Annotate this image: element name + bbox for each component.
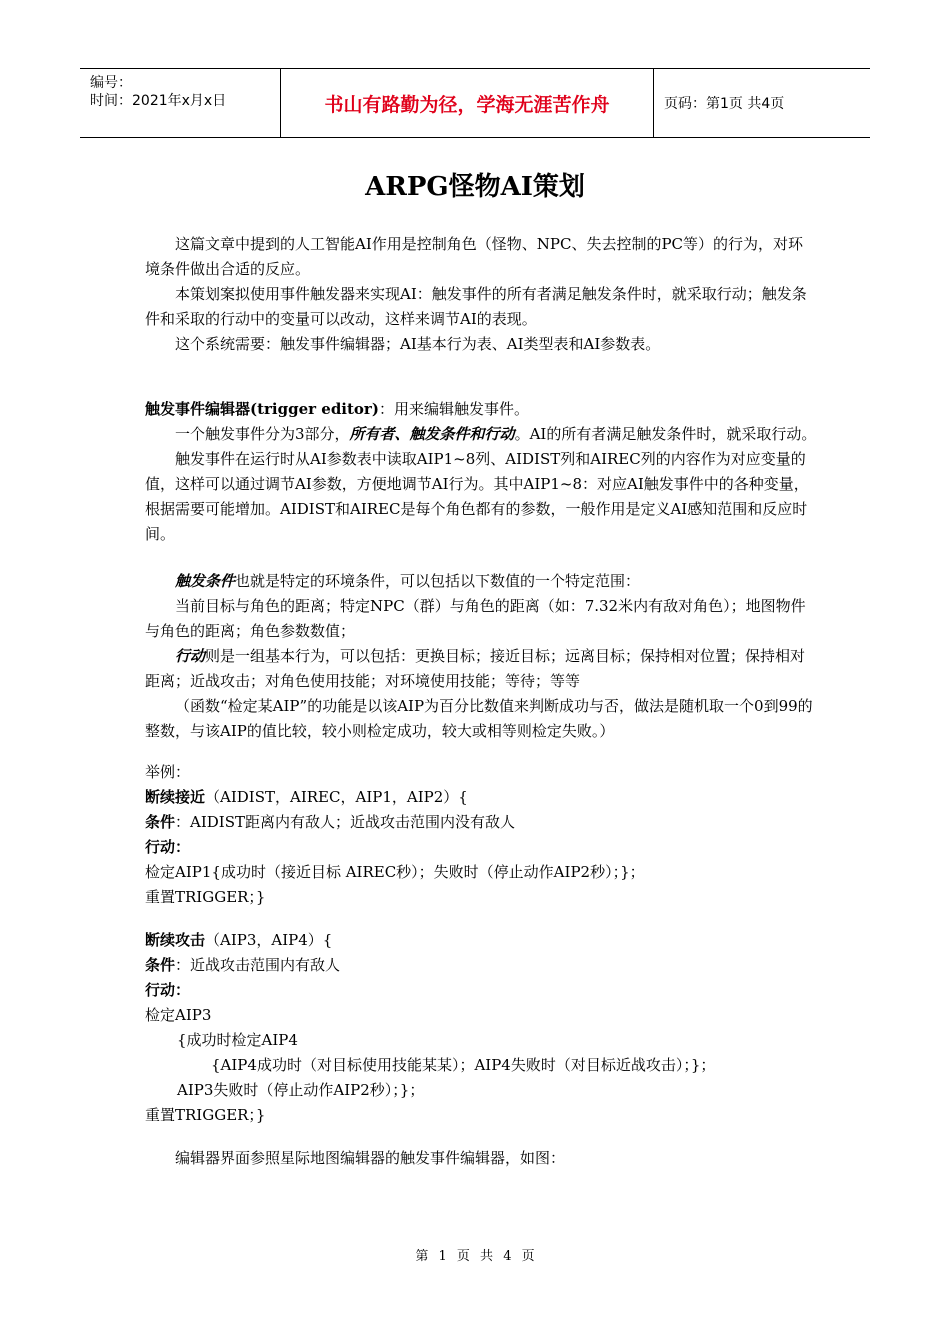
example1-name: 断续接近: [145, 788, 206, 806]
closing-paragraph: 编辑器界面参照星际地图编辑器的触发事件编辑器，如图：: [175, 1149, 566, 1167]
conditions-emphasis: 触发条件: [175, 572, 236, 590]
intro-paragraph: 这篇文章中提到的人工智能AI作用是控制角色（怪物、NPC、失去控制的PC等）的行为，对环境条件做出合适的反应。: [145, 235, 804, 278]
editor-paragraph-1: [145, 422, 817, 447]
intro-paragraph: 本策划案拟使用事件触发器来实现AI：触发事件的所有者满足触发条件时，就采取行动；触发条件和采取的行动中的变量可以改动，这样来调节AI的表现。: [145, 285, 807, 328]
conditions-list: 当前目标与角色的距离；特定NPC（群）与角色的距离（如：7.32米内有敌对角色）；地图物件与角色的距离；角色参数数值；: [145, 597, 806, 640]
example1-line: 检定AIP1{成功时（接近目标 AIREC秒）；失败时（停止动作AIP2秒）；}；: [145, 863, 645, 881]
example2-name: 断续攻击: [145, 931, 206, 949]
action-label: 行动: [145, 838, 176, 856]
actions-emphasis: 行动: [175, 647, 206, 665]
intro-paragraph: 这个系统需要：触发事件编辑器；AI基本行为表、AI类型表和AI参数表。: [175, 335, 661, 353]
example2-line: {成功时检定AIP4: [177, 1031, 298, 1049]
editor-heading-rest: ：用来编辑触发事件。: [378, 400, 529, 418]
editor-paragraph-2: 触发事件在运行时从AI参数表中读取AIP1~8列、AIDIST列和AIREC列的内容作为对应变量的值，这样可以通过调节AI参数，方便地调节AI行为。其中AIP1~8：对应AI触发事件中的各种变量，根据需要可能增加。AIDIST和AIREC是每个角色都有的参数，一般作用是定义AI感知范围和反应时间。: [145, 450, 809, 543]
conditions-paragraph: [145, 569, 817, 594]
motto: 书山有路勤为径，学海无涯苦作舟: [281, 69, 654, 137]
document-body: [145, 232, 817, 1171]
example2-line: 重置TRIGGER；}: [145, 1106, 266, 1124]
condition-text: ：近战攻击范围内有敌人: [175, 956, 341, 974]
time-label: 时间：2021年x月x日: [90, 93, 227, 109]
editor-heading: [145, 397, 817, 422]
example1-condition: [145, 810, 817, 835]
text-span: 。AI的所有者满足触发条件时，就采取行动。: [514, 425, 817, 443]
actions-paragraph: [145, 644, 817, 694]
example1-line: 重置TRIGGER；}: [145, 888, 266, 906]
example2-line: {AIP4成功时（对目标使用技能某某）；AIP4失败时（对目标近战攻击）；}；: [211, 1056, 716, 1074]
example1-header: [145, 785, 817, 810]
example1-params: （AIDIST，AIREC，AIP1，AIP2）{: [205, 788, 468, 806]
action-colon: ：: [175, 981, 191, 999]
number-label: 编号：: [90, 75, 132, 91]
aip-note: （函数“检定某AIP”的功能是以该AIP为百分比数值来判断成功与否，做法是随机取一个0到99的整数，与该AIP的值比较，较小则检定成功，较大或相等则检定失败。）: [145, 697, 813, 740]
document-title: ARPG怪物AI策划: [365, 172, 585, 202]
condition-label: 条件: [145, 813, 176, 831]
example2-line: 检定AIP3: [145, 1006, 212, 1024]
action-colon: ：: [175, 838, 191, 856]
page-header: [80, 68, 870, 138]
example2-params: （AIP3，AIP4）{: [205, 931, 333, 949]
page-info: 页码：第1页 共4页: [664, 96, 785, 112]
emphasis-text: 所有者、触发条件和行动: [349, 425, 515, 443]
example2-action: [145, 978, 817, 1003]
example2-header: [145, 928, 817, 953]
example2-line: AIP3失败时（停止动作AIP2秒）；}；: [177, 1081, 425, 1099]
example2-condition: [145, 953, 817, 978]
example1-action: [145, 835, 817, 860]
header-left-cell: [80, 69, 281, 137]
page-footer: 第 1 页 共 4 页: [415, 1249, 535, 1264]
condition-text: ：AIDIST距离内有敌人；近战攻击范围内没有敌人: [175, 813, 516, 831]
text-span: 一个触发事件分为3部分，: [175, 425, 350, 443]
text-span: 则是一组基本行为，可以包括：更换目标；接近目标；远离目标；保持相对位置；保持相对距离；近战攻击；对角色使用技能；对环境使用技能；等待；等等: [145, 647, 806, 690]
text-span: 也就是特定的环境条件，可以包括以下数值的一个特定范围：: [235, 572, 641, 590]
editor-heading-bold: 触发事件编辑器(trigger editor): [145, 400, 379, 418]
action-label: 行动: [145, 981, 176, 999]
condition-label: 条件: [145, 956, 176, 974]
example-label: 举例：: [145, 763, 191, 781]
